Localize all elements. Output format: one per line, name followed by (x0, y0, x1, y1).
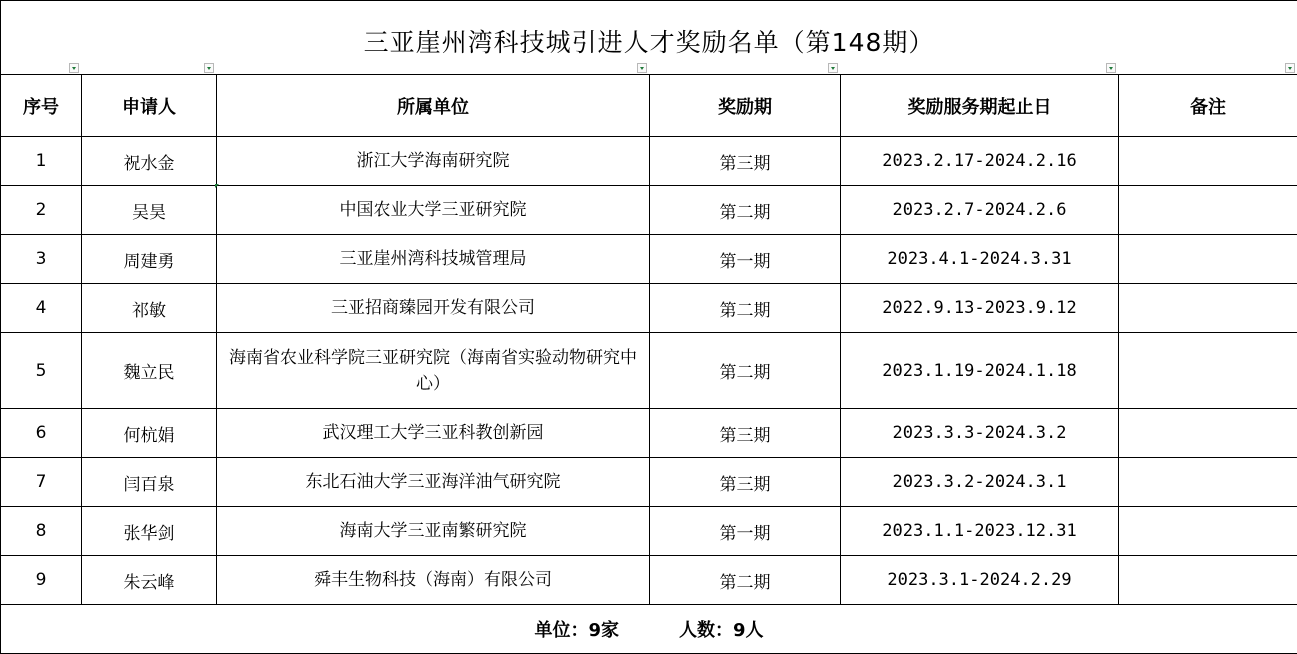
summary-cell[interactable] (1, 605, 1297, 654)
filter-dropdown-icon[interactable] (1285, 63, 1295, 73)
page-title: 三亚崖州湾科技城引进人才奖励名单（第148期） (363, 27, 935, 57)
cell-range[interactable]: 2023.1.1-2023.12.31 (841, 507, 1119, 556)
cell-unit[interactable]: 武汉理工大学三亚科教创新园 (217, 409, 650, 458)
footer-row (1, 605, 1297, 654)
cell-comment-indicator-icon (215, 184, 219, 188)
filter-dropdown-icon[interactable] (204, 63, 214, 73)
column-header-applicant[interactable]: 申请人 (82, 75, 217, 137)
cell-unit[interactable]: 浙江大学海南研究院 (217, 137, 650, 186)
cell-unit[interactable]: 海南省农业科学院三亚研究院（海南省实验动物研究中心） (217, 333, 650, 409)
cell-name[interactable]: 祝水金 (82, 137, 217, 186)
cell-name[interactable]: 朱云峰 (82, 556, 217, 605)
table-row (1, 409, 1297, 458)
cell-range[interactable]: 2023.1.19-2024.1.18 (841, 333, 1119, 409)
column-header-no[interactable]: 序号 (1, 75, 82, 137)
cell-name[interactable]: 吴昊 (82, 186, 217, 235)
cell-unit[interactable]: 三亚招商臻园开发有限公司 (217, 284, 650, 333)
cell-note[interactable] (1119, 507, 1297, 556)
cell-name[interactable]: 周建勇 (82, 235, 217, 284)
cell-no[interactable]: 2 (1, 186, 82, 235)
column-header-period[interactable]: 奖励期 (650, 75, 841, 137)
cell-name[interactable]: 魏立民 (82, 333, 217, 409)
cell-period[interactable]: 第二期 (650, 284, 841, 333)
header-row (1, 75, 1297, 137)
cell-period[interactable]: 第二期 (650, 333, 841, 409)
cell-no[interactable]: 6 (1, 409, 82, 458)
cell-range[interactable]: 2023.2.17-2024.2.16 (841, 137, 1119, 186)
cell-period[interactable]: 第三期 (650, 458, 841, 507)
table-row (1, 556, 1297, 605)
cell-note[interactable] (1119, 235, 1297, 284)
cell-unit[interactable]: 海南大学三亚南繁研究院 (217, 507, 650, 556)
cell-no[interactable]: 5 (1, 333, 82, 409)
cell-no[interactable]: 9 (1, 556, 82, 605)
cell-period[interactable]: 第三期 (650, 409, 841, 458)
cell-unit[interactable]: 三亚崖州湾科技城管理局 (217, 235, 650, 284)
column-header-unit[interactable]: 所属单位 (217, 75, 650, 137)
cell-no[interactable]: 1 (1, 137, 82, 186)
cell-no[interactable]: 7 (1, 458, 82, 507)
cell-note[interactable] (1119, 333, 1297, 409)
cell-range[interactable]: 2022.9.13-2023.9.12 (841, 284, 1119, 333)
table-row (1, 284, 1297, 333)
cell-name[interactable]: 闫百泉 (82, 458, 217, 507)
table-row (1, 235, 1297, 284)
cell-no[interactable]: 8 (1, 507, 82, 556)
table-row (1, 333, 1297, 409)
cell-note[interactable] (1119, 284, 1297, 333)
filter-dropdown-icon[interactable] (828, 63, 838, 73)
cell-no[interactable]: 3 (1, 235, 82, 284)
cell-unit[interactable]: 舜丰生物科技（海南）有限公司 (217, 556, 650, 605)
cell-range[interactable]: 2023.3.2-2024.3.1 (841, 458, 1119, 507)
cell-unit[interactable]: 东北石油大学三亚海洋油气研究院 (217, 458, 650, 507)
cell-note[interactable] (1119, 186, 1297, 235)
cell-note[interactable] (1119, 409, 1297, 458)
filter-dropdown-icon[interactable] (637, 63, 647, 73)
cell-name[interactable]: 张华剑 (82, 507, 217, 556)
column-header-note[interactable]: 备注 (1119, 75, 1297, 137)
summary-people: 人数：9人 (679, 620, 764, 641)
cell-name[interactable]: 祁敏 (82, 284, 217, 333)
cell-no[interactable]: 4 (1, 284, 82, 333)
cell-period[interactable]: 第一期 (650, 507, 841, 556)
table-row (1, 137, 1297, 186)
cell-unit[interactable]: 中国农业大学三亚研究院 (217, 186, 650, 235)
cell-range[interactable]: 2023.3.3-2024.3.2 (841, 409, 1119, 458)
cell-note[interactable] (1119, 458, 1297, 507)
cell-range[interactable]: 2023.4.1-2024.3.31 (841, 235, 1119, 284)
column-header-range[interactable]: 奖励服务期起止日 (841, 75, 1119, 137)
cell-range[interactable]: 2023.3.1-2024.2.29 (841, 556, 1119, 605)
cell-period[interactable]: 第一期 (650, 235, 841, 284)
cell-note[interactable] (1119, 137, 1297, 186)
cell-range[interactable]: 2023.2.7-2024.2.6 (841, 186, 1119, 235)
table-row (1, 186, 1297, 235)
cell-name[interactable]: 何杭娟 (82, 409, 217, 458)
cell-period[interactable]: 第三期 (650, 137, 841, 186)
filter-dropdown-icon[interactable] (1106, 63, 1116, 73)
cell-note[interactable] (1119, 556, 1297, 605)
summary-units: 单位：9家 (534, 620, 620, 641)
table-row (1, 507, 1297, 556)
filter-dropdown-icon[interactable] (69, 63, 79, 73)
title-cell (1, 1, 1297, 75)
cell-period[interactable]: 第二期 (650, 556, 841, 605)
cell-period[interactable]: 第二期 (650, 186, 841, 235)
table-row (1, 458, 1297, 507)
